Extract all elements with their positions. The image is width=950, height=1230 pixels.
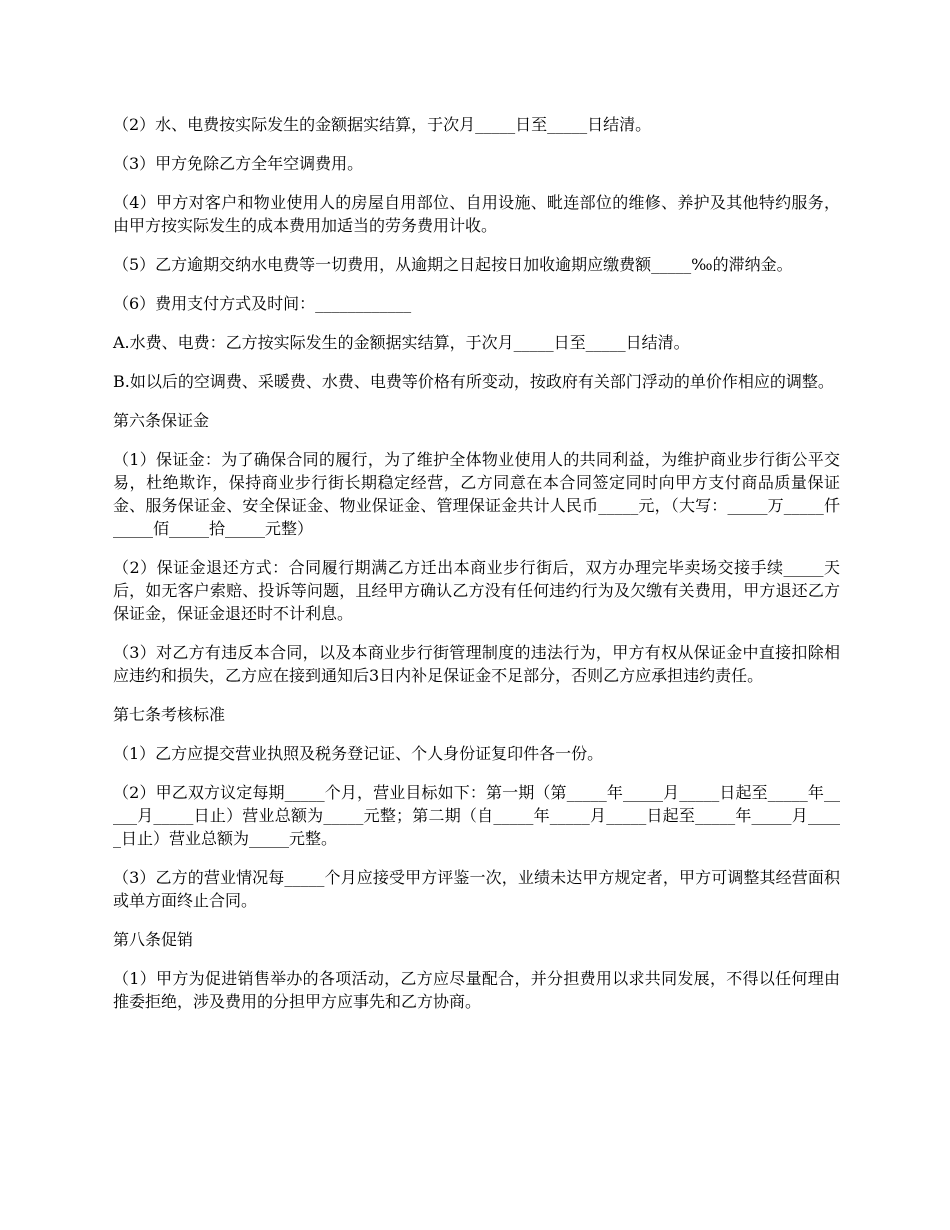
article-8-heading: 第八条促销 [113,930,194,949]
clause-6-3-deposit-deduction: （3）对乙方有违反本合同，以及本商业步行街管理制度的违法行为，甲方有权从保证金中直接扣除相应违约和损失，乙方应在接到通知后3日内补足保证金不足部分，否则乙方应承担违约责任。 [113,643,840,685]
clause-5-4-maintenance-fees: （4）甲方对客户和物业使用人的房屋自用部位、自用设施、毗连部位的维修、养护及其他特约服务，由甲方按实际发生的成本费用加适当的劳务费用计收。 [113,193,840,235]
clause-6-2-deposit-refund: （2）保证金退还方式：合同履行期满乙方迁出本商业步行街后，双方办理完毕卖场交接手续_____天后，如无客户索赔、投诉等问题，且经甲方确认乙方没有任何违约行为及欠缴有关费用，甲方退还乙方保证金，保证金退还时不计利息。 [113,558,840,623]
clause-5-6-b-price-adjustment: B.如以后的空调费、采暖费、水费、电费等价格有所变动，按政府有关部门浮动的单价作相应的调整。 [113,372,834,391]
clause-5-6-a-water-electricity: A.水费、电费：乙方按实际发生的金额据实结算，于次月_____日至_____日结清。 [113,333,690,352]
clause-5-2-utility-settlement: （2）水、电费按实际发生的金额据实结算，于次月_____日至_____日结清。 [113,115,652,134]
document-page [113,113,840,1029]
article-6-heading: 第六条保证金 [113,411,210,430]
clause-7-3-evaluation: （3）乙方的营业情况每_____个月应接受甲方评鉴一次，业绩未达甲方规定者，甲方可调整其经营面积或单方面终止合同。 [113,868,840,910]
clause-7-1-documents: （1）乙方应提交营业执照及税务登记证、个人身份证复印件各一份。 [113,744,604,763]
clause-8-1-promotion: （1）甲方为促进销售举办的各项活动，乙方应尽量配合，并分担费用以求共同发展，不得以任何理由推委拒绝，涉及费用的分担甲方应事先和乙方协商。 [113,969,840,1011]
clause-5-5-late-fee: （5）乙方逾期交纳水电费等一切费用，从逾期之日起按日加收逾期应缴费额_____‰的滞纳金。 [113,255,793,274]
clause-6-1-deposit: （1）保证金：为了确保合同的履行，为了维护全体物业使用人的共同利益，为维护商业步行街公平交易，杜绝欺诈，保持商业步行街长期稳定经营，乙方同意在本合同签定同时向甲方支付商品质量保证金、服务保证金、安全保证金、物业保证金、管理保证金共计人民币_____元，（大写：_____万_____仟_____佰_____拾_____元整） [113,450,840,538]
clause-7-2-sales-targets: （2）甲乙双方议定每期_____个月，营业目标如下：第一期（第_____年_____月_____日起至_____年_____月_____日止）营业总额为_____元整；第二期（自_____年_____月_____日起至_____年_____月_____日止）营业总额为_____元整。 [113,783,840,848]
clause-5-3-ac-fee-waiver: （3）甲方免除乙方全年空调费用。 [113,154,364,173]
article-7-heading: 第七条考核标准 [113,705,226,724]
clause-5-6-payment-method: （6）费用支付方式及时间：____________ [113,294,412,313]
